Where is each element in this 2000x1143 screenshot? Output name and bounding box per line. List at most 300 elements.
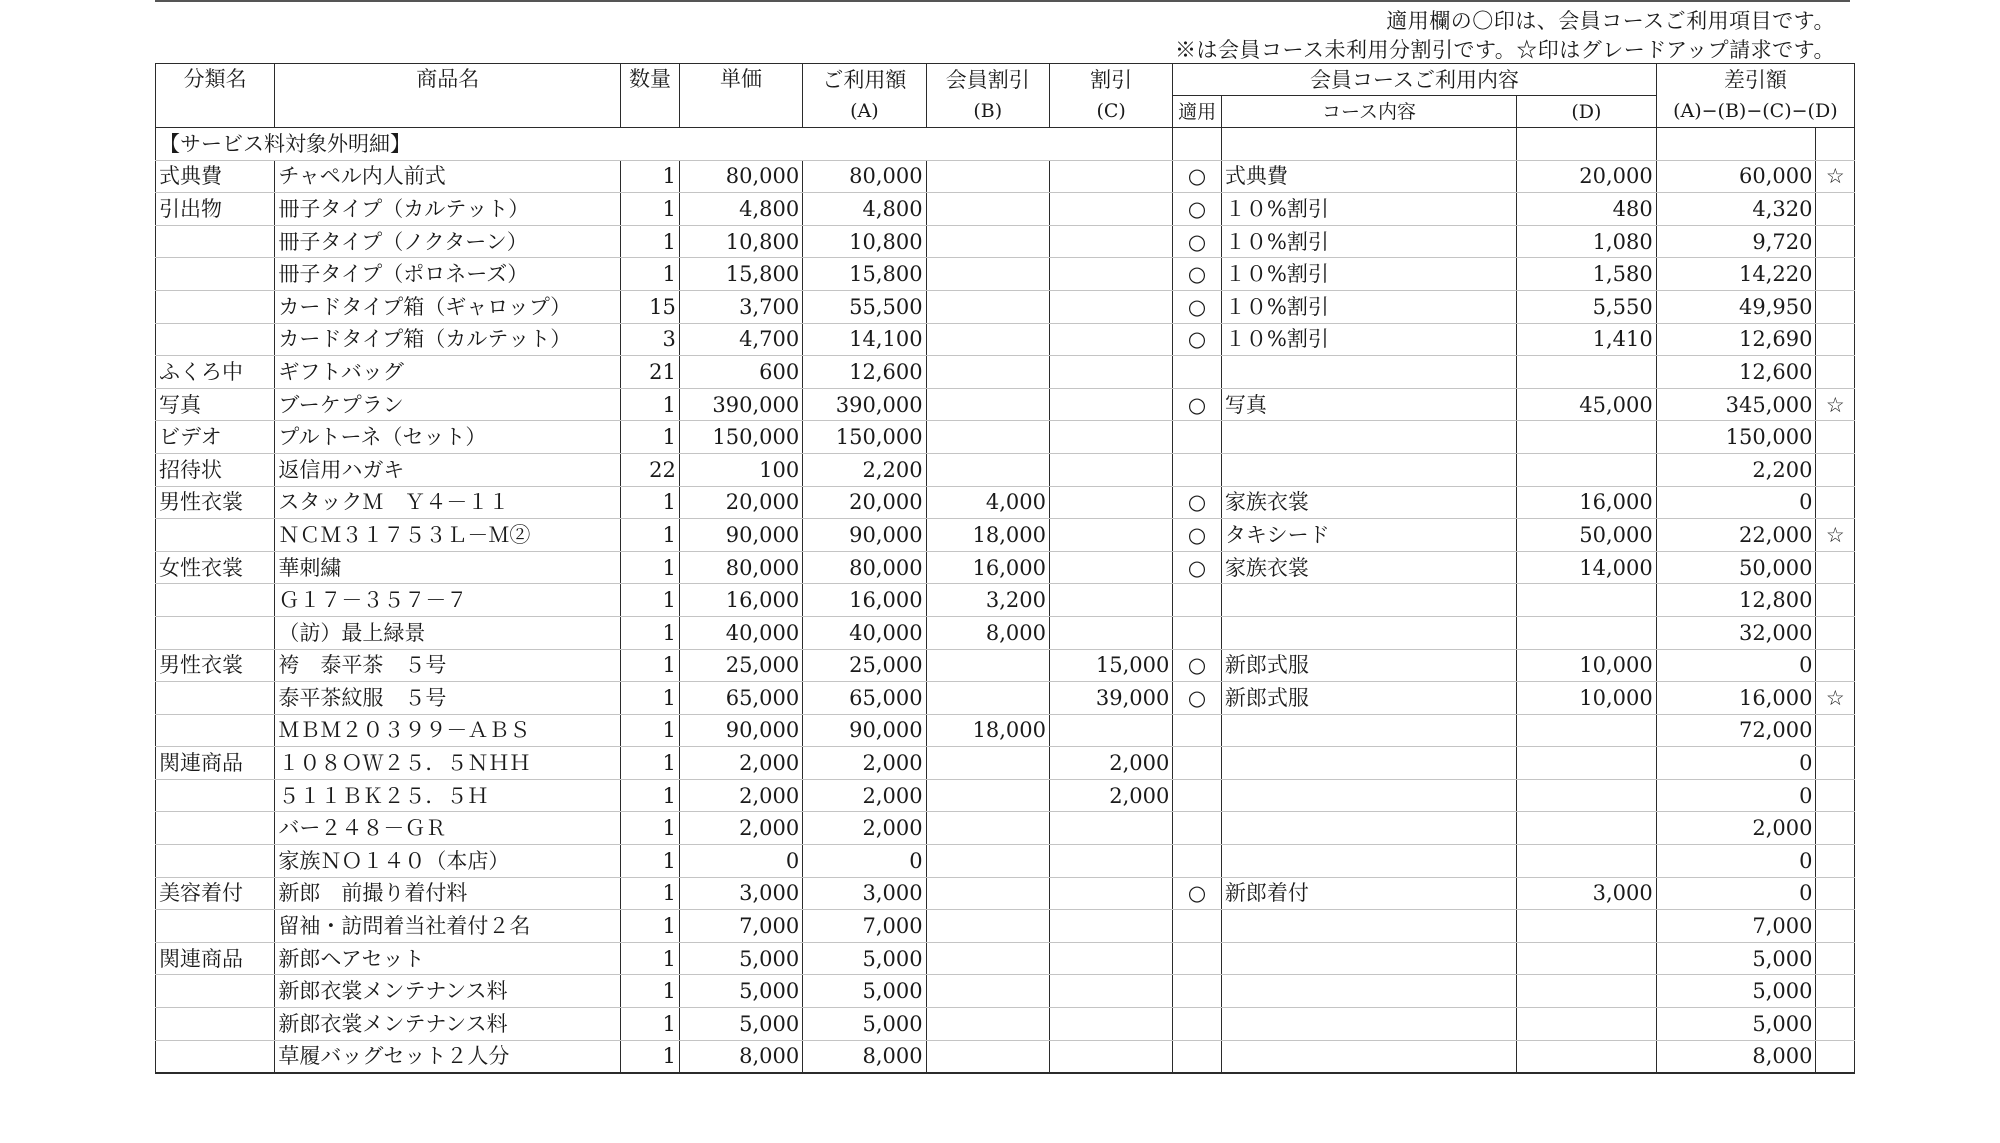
row-unit-price: 2,000 <box>679 779 802 812</box>
row-member-discount <box>926 942 1049 975</box>
row-upgrade-star <box>1816 616 1855 649</box>
row-discount <box>1049 616 1172 649</box>
row-discount <box>1049 160 1172 193</box>
row-upgrade-star <box>1816 258 1855 291</box>
row-member-discount: 3,200 <box>926 584 1049 617</box>
table-row <box>156 877 1855 910</box>
table-row <box>156 779 1855 812</box>
header-net-sub: (A)−(B)−(C)−(D) <box>1656 96 1854 128</box>
row-net-amount: 7,000 <box>1656 910 1816 943</box>
row-upgrade-star: ☆ <box>1816 682 1855 715</box>
table-row <box>156 812 1855 845</box>
row-product: カードタイプ箱（ギャロップ） <box>275 290 621 323</box>
row-applied-mark: ○ <box>1173 388 1222 421</box>
header-product: 商品名 <box>275 64 621 128</box>
row-unit-price: 40,000 <box>679 616 802 649</box>
row-amount: 80,000 <box>803 160 926 193</box>
row-qty: 15 <box>621 290 680 323</box>
row-discount <box>1049 258 1172 291</box>
row-net-amount: 0 <box>1656 877 1816 910</box>
row-net-amount: 5,000 <box>1656 1008 1816 1041</box>
row-amount: 20,000 <box>803 486 926 519</box>
row-course-discount <box>1517 1040 1657 1073</box>
row-course-content <box>1221 910 1516 943</box>
row-applied-mark <box>1173 812 1222 845</box>
row-upgrade-star <box>1816 551 1855 584</box>
header-course-content: コース内容 <box>1221 96 1516 128</box>
row-product: 泰平茶紋服 ５号 <box>275 682 621 715</box>
table-row <box>156 616 1855 649</box>
row-unit-price: 20,000 <box>679 486 802 519</box>
row-course-discount <box>1517 421 1657 454</box>
table-header <box>156 64 1855 128</box>
row-course-discount <box>1517 616 1657 649</box>
row-member-discount <box>926 160 1049 193</box>
row-applied-mark: ○ <box>1173 290 1222 323</box>
row-discount <box>1049 812 1172 845</box>
row-qty: 1 <box>621 551 680 584</box>
row-net-amount: 14,220 <box>1656 258 1816 291</box>
row-product: 留袖・訪問着当社着付２名 <box>275 910 621 943</box>
row-net-amount: 9,720 <box>1656 225 1816 258</box>
header-member-discount-sub: (B) <box>926 96 1049 128</box>
row-course-discount <box>1517 779 1657 812</box>
row-net-amount: 345,000 <box>1656 388 1816 421</box>
row-product: 返信用ハガキ <box>275 453 621 486</box>
row-amount: 14,100 <box>803 323 926 356</box>
row-net-amount: 4,320 <box>1656 193 1816 226</box>
row-applied-mark: ○ <box>1173 649 1222 682</box>
row-product: カードタイプ箱（カルテット） <box>275 323 621 356</box>
table-row <box>156 388 1855 421</box>
section-row <box>156 128 1855 161</box>
row-member-discount <box>926 845 1049 878</box>
row-qty: 1 <box>621 877 680 910</box>
row-upgrade-star <box>1816 453 1855 486</box>
row-unit-price: 4,800 <box>679 193 802 226</box>
header-unit-price: 単価 <box>679 64 802 128</box>
row-amount: 2,200 <box>803 453 926 486</box>
row-unit-price: 16,000 <box>679 584 802 617</box>
row-discount <box>1049 519 1172 552</box>
row-net-amount: 5,000 <box>1656 975 1816 1008</box>
row-qty: 1 <box>621 584 680 617</box>
table-row <box>156 356 1855 389</box>
row-net-amount: 5,000 <box>1656 942 1816 975</box>
row-product: 華刺繍 <box>275 551 621 584</box>
row-unit-price: 150,000 <box>679 421 802 454</box>
row-member-discount: 18,000 <box>926 714 1049 747</box>
row-category: 関連商品 <box>156 747 275 780</box>
row-unit-price: 2,000 <box>679 747 802 780</box>
row-category: 式典費 <box>156 160 275 193</box>
row-discount <box>1049 714 1172 747</box>
row-applied-mark: ○ <box>1173 323 1222 356</box>
row-net-amount: 2,000 <box>1656 812 1816 845</box>
table-row <box>156 323 1855 356</box>
header-d-sub: (D) <box>1517 96 1657 128</box>
table-row <box>156 453 1855 486</box>
table-row <box>156 519 1855 552</box>
table-row <box>156 975 1855 1008</box>
row-amount: 15,800 <box>803 258 926 291</box>
table-row <box>156 193 1855 226</box>
row-upgrade-star <box>1816 649 1855 682</box>
row-upgrade-star <box>1816 747 1855 780</box>
row-amount: 55,500 <box>803 290 926 323</box>
header-qty: 数量 <box>621 64 680 128</box>
row-upgrade-star <box>1816 975 1855 1008</box>
row-course-discount <box>1517 453 1657 486</box>
row-amount: 80,000 <box>803 551 926 584</box>
row-upgrade-star <box>1816 1040 1855 1073</box>
header-net: 差引額 <box>1656 64 1854 96</box>
row-member-discount <box>926 356 1049 389</box>
row-amount: 5,000 <box>803 975 926 1008</box>
row-course-discount: 10,000 <box>1517 649 1657 682</box>
row-category <box>156 845 275 878</box>
row-applied-mark <box>1173 1008 1222 1041</box>
row-member-discount <box>926 290 1049 323</box>
row-unit-price: 3,700 <box>679 290 802 323</box>
row-course-discount: 1,080 <box>1517 225 1657 258</box>
row-category <box>156 258 275 291</box>
row-discount <box>1049 1040 1172 1073</box>
row-qty: 1 <box>621 942 680 975</box>
row-category <box>156 519 275 552</box>
row-net-amount: 16,000 <box>1656 682 1816 715</box>
row-qty: 1 <box>621 1008 680 1041</box>
row-member-discount <box>926 682 1049 715</box>
table-row <box>156 682 1855 715</box>
table-row <box>156 551 1855 584</box>
row-product: ５１１ＢＫ２５．５Ｈ <box>275 779 621 812</box>
row-course-content: 新郎式服 <box>1221 682 1516 715</box>
row-amount: 16,000 <box>803 584 926 617</box>
row-unit-price: 390,000 <box>679 388 802 421</box>
row-amount: 150,000 <box>803 421 926 454</box>
row-member-discount <box>926 812 1049 845</box>
row-applied-mark <box>1173 616 1222 649</box>
row-course-content <box>1221 1008 1516 1041</box>
table-row <box>156 225 1855 258</box>
row-course-content <box>1221 975 1516 1008</box>
row-course-content <box>1221 356 1516 389</box>
row-product: プルトーネ（セット） <box>275 421 621 454</box>
row-member-discount <box>926 877 1049 910</box>
row-course-content <box>1221 942 1516 975</box>
row-course-content <box>1221 453 1516 486</box>
row-course-content: １０%割引 <box>1221 193 1516 226</box>
row-qty: 1 <box>621 388 680 421</box>
legend-note-discount: ※は会員コース未利用分割引です。☆印はグレードアップ請求です。 <box>1175 38 1835 62</box>
row-qty: 1 <box>621 779 680 812</box>
row-qty: 1 <box>621 258 680 291</box>
row-category <box>156 779 275 812</box>
row-discount: 15,000 <box>1049 649 1172 682</box>
row-qty: 1 <box>621 910 680 943</box>
table-row <box>156 258 1855 291</box>
row-qty: 3 <box>621 323 680 356</box>
row-course-discount: 5,550 <box>1517 290 1657 323</box>
row-net-amount: 22,000 <box>1656 519 1816 552</box>
row-course-discount <box>1517 812 1657 845</box>
row-amount: 2,000 <box>803 779 926 812</box>
row-unit-price: 90,000 <box>679 519 802 552</box>
row-course-discount: 16,000 <box>1517 486 1657 519</box>
row-member-discount <box>926 779 1049 812</box>
table-row <box>156 421 1855 454</box>
row-course-content: 家族衣裳 <box>1221 486 1516 519</box>
row-net-amount: 60,000 <box>1656 160 1816 193</box>
header-category: 分類名 <box>156 64 275 128</box>
row-discount <box>1049 388 1172 421</box>
row-unit-price: 80,000 <box>679 160 802 193</box>
row-discount <box>1049 290 1172 323</box>
row-product: 家族ＮＯ１４０（本店） <box>275 845 621 878</box>
row-discount <box>1049 910 1172 943</box>
row-applied-mark <box>1173 584 1222 617</box>
row-unit-price: 3,000 <box>679 877 802 910</box>
row-unit-price: 5,000 <box>679 975 802 1008</box>
row-category: 男性衣裳 <box>156 486 275 519</box>
row-applied-mark <box>1173 714 1222 747</box>
row-qty: 1 <box>621 519 680 552</box>
row-unit-price: 0 <box>679 845 802 878</box>
row-member-discount <box>926 1008 1049 1041</box>
row-amount: 3,000 <box>803 877 926 910</box>
row-net-amount: 0 <box>1656 845 1816 878</box>
row-net-amount: 72,000 <box>1656 714 1816 747</box>
row-upgrade-star <box>1816 486 1855 519</box>
section-title: 【サービス料対象外明細】 <box>156 128 1173 161</box>
row-discount <box>1049 193 1172 226</box>
row-discount <box>1049 845 1172 878</box>
row-category: ふくろ中 <box>156 356 275 389</box>
row-applied-mark <box>1173 356 1222 389</box>
row-category: 男性衣裳 <box>156 649 275 682</box>
row-product: １０８ＯＷ２５．５ＮＨＨ <box>275 747 621 780</box>
row-category <box>156 616 275 649</box>
row-net-amount: 8,000 <box>1656 1040 1816 1073</box>
row-applied-mark: ○ <box>1173 551 1222 584</box>
row-applied-mark: ○ <box>1173 519 1222 552</box>
row-course-discount: 14,000 <box>1517 551 1657 584</box>
row-unit-price: 5,000 <box>679 1008 802 1041</box>
row-course-content: 新郎着付 <box>1221 877 1516 910</box>
row-upgrade-star <box>1816 714 1855 747</box>
row-discount <box>1049 421 1172 454</box>
row-product: 新郎ヘアセット <box>275 942 621 975</box>
row-product: バー２４８－ＧＲ <box>275 812 621 845</box>
row-course-content <box>1221 779 1516 812</box>
row-course-content <box>1221 714 1516 747</box>
row-applied-mark <box>1173 453 1222 486</box>
row-upgrade-star <box>1816 942 1855 975</box>
row-applied-mark: ○ <box>1173 225 1222 258</box>
row-discount <box>1049 942 1172 975</box>
row-discount <box>1049 356 1172 389</box>
row-course-discount: 480 <box>1517 193 1657 226</box>
row-discount <box>1049 551 1172 584</box>
table-row <box>156 290 1855 323</box>
row-course-content: １０%割引 <box>1221 290 1516 323</box>
row-qty: 1 <box>621 714 680 747</box>
row-category <box>156 910 275 943</box>
row-course-content: 式典費 <box>1221 160 1516 193</box>
row-course-discount <box>1517 910 1657 943</box>
row-amount: 90,000 <box>803 519 926 552</box>
row-product: 草履バッグセット２人分 <box>275 1040 621 1073</box>
header-amount-sub: (A) <box>803 96 926 128</box>
row-member-discount <box>926 421 1049 454</box>
row-course-discount: 20,000 <box>1517 160 1657 193</box>
row-discount <box>1049 323 1172 356</box>
row-net-amount: 150,000 <box>1656 421 1816 454</box>
header-course-group: 会員コースご利用内容 <box>1173 64 1656 96</box>
row-category <box>156 584 275 617</box>
row-course-discount <box>1517 747 1657 780</box>
row-course-content: １０%割引 <box>1221 225 1516 258</box>
row-course-content: １０%割引 <box>1221 258 1516 291</box>
row-applied-mark <box>1173 747 1222 780</box>
row-course-discount <box>1517 942 1657 975</box>
row-course-content <box>1221 616 1516 649</box>
row-upgrade-star <box>1816 356 1855 389</box>
row-upgrade-star <box>1816 584 1855 617</box>
row-qty: 22 <box>621 453 680 486</box>
row-applied-mark <box>1173 1040 1222 1073</box>
row-product: ギフトバッグ <box>275 356 621 389</box>
row-member-discount <box>926 975 1049 1008</box>
header-applied: 適用 <box>1173 96 1222 128</box>
table-row <box>156 845 1855 878</box>
row-category: 女性衣裳 <box>156 551 275 584</box>
row-course-content: 家族衣裳 <box>1221 551 1516 584</box>
row-discount <box>1049 225 1172 258</box>
row-net-amount: 0 <box>1656 486 1816 519</box>
row-qty: 1 <box>621 649 680 682</box>
table-row <box>156 942 1855 975</box>
row-amount: 390,000 <box>803 388 926 421</box>
row-product: 新郎衣裳メンテナンス料 <box>275 1008 621 1041</box>
row-course-content: 写真 <box>1221 388 1516 421</box>
row-discount: 2,000 <box>1049 779 1172 812</box>
table-row <box>156 486 1855 519</box>
row-upgrade-star <box>1816 1008 1855 1041</box>
row-qty: 1 <box>621 486 680 519</box>
row-unit-price: 5,000 <box>679 942 802 975</box>
row-amount: 7,000 <box>803 910 926 943</box>
row-applied-mark: ○ <box>1173 193 1222 226</box>
table-row <box>156 747 1855 780</box>
row-upgrade-star <box>1816 225 1855 258</box>
row-applied-mark <box>1173 910 1222 943</box>
row-upgrade-star <box>1816 845 1855 878</box>
row-unit-price: 25,000 <box>679 649 802 682</box>
row-product: Ｇ１７－３５７－７ <box>275 584 621 617</box>
row-course-discount <box>1517 714 1657 747</box>
row-upgrade-star <box>1816 193 1855 226</box>
row-amount: 90,000 <box>803 714 926 747</box>
row-net-amount: 0 <box>1656 747 1816 780</box>
row-product: ＮＣＭ３１７５３Ｌ－Ｍ② <box>275 519 621 552</box>
row-course-discount: 50,000 <box>1517 519 1657 552</box>
row-net-amount: 12,800 <box>1656 584 1816 617</box>
row-course-discount: 45,000 <box>1517 388 1657 421</box>
row-upgrade-star: ☆ <box>1816 388 1855 421</box>
row-unit-price: 600 <box>679 356 802 389</box>
row-course-discount <box>1517 1008 1657 1041</box>
row-net-amount: 12,690 <box>1656 323 1816 356</box>
row-applied-mark <box>1173 845 1222 878</box>
row-discount: 39,000 <box>1049 682 1172 715</box>
row-net-amount: 50,000 <box>1656 551 1816 584</box>
row-category <box>156 1008 275 1041</box>
row-net-amount: 12,600 <box>1656 356 1816 389</box>
row-course-discount: 3,000 <box>1517 877 1657 910</box>
row-member-discount: 4,000 <box>926 486 1049 519</box>
row-category: ビデオ <box>156 421 275 454</box>
row-product: 新郎 前撮り着付料 <box>275 877 621 910</box>
top-rule <box>155 0 1850 2</box>
header-member-discount: 会員割引 <box>926 64 1049 96</box>
row-member-discount <box>926 225 1049 258</box>
row-qty: 1 <box>621 682 680 715</box>
row-product: ＭＢＭ２０３９９－ＡＢＳ <box>275 714 621 747</box>
row-upgrade-star <box>1816 290 1855 323</box>
row-amount: 2,000 <box>803 747 926 780</box>
header-discount: 割引 <box>1049 64 1172 96</box>
row-member-discount <box>926 910 1049 943</box>
row-category <box>156 1040 275 1073</box>
row-product: 新郎衣裳メンテナンス料 <box>275 975 621 1008</box>
row-unit-price: 80,000 <box>679 551 802 584</box>
row-amount: 65,000 <box>803 682 926 715</box>
row-member-discount <box>926 649 1049 682</box>
row-upgrade-star: ☆ <box>1816 160 1855 193</box>
row-course-discount <box>1517 356 1657 389</box>
row-course-content: タキシード <box>1221 519 1516 552</box>
row-member-discount <box>926 193 1049 226</box>
row-course-discount: 1,580 <box>1517 258 1657 291</box>
row-unit-price: 90,000 <box>679 714 802 747</box>
row-category: 招待状 <box>156 453 275 486</box>
row-course-discount <box>1517 845 1657 878</box>
row-member-discount <box>926 747 1049 780</box>
row-member-discount <box>926 323 1049 356</box>
row-amount: 0 <box>803 845 926 878</box>
row-unit-price: 10,800 <box>679 225 802 258</box>
row-upgrade-star: ☆ <box>1816 519 1855 552</box>
row-upgrade-star <box>1816 877 1855 910</box>
row-upgrade-star <box>1816 812 1855 845</box>
row-qty: 1 <box>621 1040 680 1073</box>
row-member-discount: 18,000 <box>926 519 1049 552</box>
row-course-content <box>1221 845 1516 878</box>
row-net-amount: 2,200 <box>1656 453 1816 486</box>
row-product: 冊子タイプ（ポロネーズ） <box>275 258 621 291</box>
table-row <box>156 1040 1855 1073</box>
row-category: 写真 <box>156 388 275 421</box>
row-product: スタックＭ Ｙ４－１１ <box>275 486 621 519</box>
table-row <box>156 649 1855 682</box>
row-category: 美容着付 <box>156 877 275 910</box>
row-product: 冊子タイプ（カルテット） <box>275 193 621 226</box>
row-applied-mark: ○ <box>1173 258 1222 291</box>
row-course-content <box>1221 812 1516 845</box>
row-net-amount: 0 <box>1656 779 1816 812</box>
